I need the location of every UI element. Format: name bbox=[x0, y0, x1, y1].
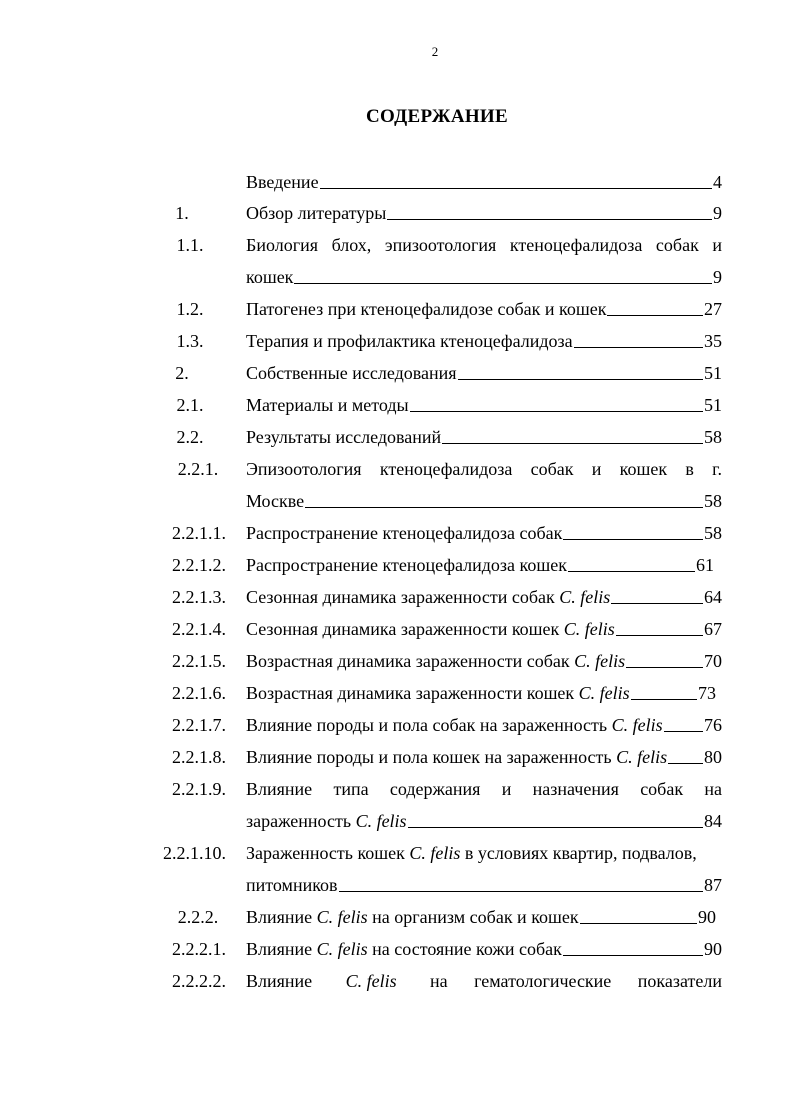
leader-line bbox=[563, 519, 703, 540]
toc-entry bbox=[0, 231, 798, 259]
leader-line bbox=[563, 935, 703, 956]
toc-entry-text-line1: Биология блох, эпизоотология ктеноцефалидоза собак и bbox=[246, 235, 722, 255]
toc-entry-number: 2.2.1. bbox=[177, 459, 219, 479]
leader-line bbox=[631, 679, 697, 700]
toc-entry bbox=[0, 839, 798, 867]
toc-entry-continuation bbox=[0, 871, 798, 899]
toc-entry-number: 2.2.2. bbox=[177, 907, 219, 927]
toc-entry-page: 4 bbox=[713, 172, 722, 192]
toc-entry bbox=[0, 647, 798, 675]
toc-entry bbox=[0, 743, 798, 771]
toc-entry-page: 9 bbox=[713, 203, 722, 223]
leader-line bbox=[616, 615, 703, 636]
toc-entry bbox=[0, 903, 798, 931]
toc-entry-page: 73 bbox=[698, 683, 716, 703]
toc-entry-text: Патогенез при ктеноцефалидозе собак и кошек bbox=[246, 299, 607, 319]
toc-entry-text: зараженность bbox=[246, 811, 352, 831]
toc-entry-number: 2.2.1.10. bbox=[163, 843, 226, 863]
leader-line bbox=[339, 871, 703, 892]
toc-entry-text-line1: Эпизоотология ктеноцефалидоза собак и кошек в г. bbox=[246, 459, 722, 479]
leader-line bbox=[568, 551, 695, 572]
species-name: C. felis bbox=[409, 843, 461, 863]
toc-entry bbox=[0, 935, 798, 963]
toc-entry-continuation bbox=[0, 807, 798, 835]
species-name: C. felis bbox=[355, 811, 407, 831]
species-name: C. felis bbox=[616, 747, 668, 767]
toc-entry-page: 70 bbox=[704, 651, 722, 671]
toc-entry-text: Обзор литературы bbox=[246, 203, 387, 223]
leader-line bbox=[626, 647, 703, 668]
toc-entry-page: 87 bbox=[704, 875, 722, 895]
toc-entry-text-line1a: Зараженность кошек bbox=[246, 843, 405, 863]
toc-entry-page: 27 bbox=[704, 299, 722, 319]
species-name: C. felis bbox=[559, 587, 611, 607]
leader-line bbox=[305, 487, 703, 508]
species-name: C. felis bbox=[578, 683, 630, 703]
species-name: C. felis bbox=[345, 971, 397, 991]
toc-entry bbox=[0, 679, 798, 707]
toc-entry-text: на организм собак и кошек bbox=[372, 907, 579, 927]
toc-entry bbox=[0, 551, 798, 579]
toc-entry-page: 80 bbox=[704, 747, 722, 767]
leader-line bbox=[410, 391, 703, 412]
toc-entry-text: Москве bbox=[246, 491, 305, 511]
toc-entry-page: 67 bbox=[704, 619, 722, 639]
toc-entry-number: 2.2.1.9. bbox=[172, 779, 226, 799]
toc-entry-text: Материалы и методы bbox=[246, 395, 409, 415]
toc-entry bbox=[0, 711, 798, 739]
toc-entry-number: 2.2.1.5. bbox=[172, 651, 226, 671]
toc-entry-text: Влияние породы и пола собак на зараженность bbox=[246, 715, 608, 735]
leader-line bbox=[607, 295, 703, 316]
toc-entry-number: 2.2.1.1. bbox=[172, 523, 226, 543]
species-name: C. felis bbox=[611, 715, 663, 735]
toc-entry-text: Результаты исследований bbox=[246, 427, 442, 447]
toc-entry-text: Сезонная динамика зараженности кошек bbox=[246, 619, 560, 639]
toc-entry-number: 2. bbox=[175, 363, 189, 383]
toc-entry bbox=[0, 391, 798, 419]
toc-entry-number: 1.3. bbox=[176, 331, 204, 351]
toc-entry-text-a: Влияние bbox=[246, 907, 313, 927]
toc-entry bbox=[0, 519, 798, 547]
toc-entry-text-a: Влияние bbox=[246, 939, 313, 959]
species-name: C. felis bbox=[574, 651, 626, 671]
toc-entry-text-a: Влияние bbox=[246, 971, 313, 991]
toc-entry-number: 2.2.1.3. bbox=[172, 587, 226, 607]
leader-line bbox=[442, 423, 703, 444]
species-name: C. felis bbox=[316, 907, 368, 927]
toc-entry-text: Сезонная динамика зараженности собак bbox=[246, 587, 555, 607]
toc-entry-page: 84 bbox=[704, 811, 722, 831]
toc-entry bbox=[0, 327, 798, 355]
toc-entry-number: 2.2.1.2. bbox=[172, 555, 226, 575]
toc-entry-page: 90 bbox=[698, 907, 716, 927]
leader-line bbox=[294, 263, 712, 284]
toc-entry-page: 76 bbox=[704, 715, 722, 735]
toc-entry-text: питомников bbox=[246, 875, 338, 895]
toc-entry-text: кошек bbox=[246, 267, 294, 287]
leader-line bbox=[387, 199, 712, 220]
toc-entry-text: Возрастная динамика зараженности кошек bbox=[246, 683, 575, 703]
species-name: C. felis bbox=[563, 619, 615, 639]
toc-entry bbox=[0, 583, 798, 611]
toc-entry bbox=[0, 455, 798, 483]
toc-entry-number: 2.2.1.6. bbox=[172, 683, 226, 703]
toc-entry-number: 2.2.1.7. bbox=[172, 715, 226, 735]
toc-entry bbox=[0, 359, 798, 387]
toc-entry-page: 64 bbox=[704, 587, 722, 607]
toc-entry-number: 2.2.1.4. bbox=[172, 619, 226, 639]
toc-entry bbox=[0, 423, 798, 451]
toc-entry-number: 2.2. bbox=[176, 427, 204, 447]
page-number: 2 bbox=[431, 44, 439, 59]
toc-entry-text-b: на гематологические показатели bbox=[430, 971, 722, 991]
species-name: C. felis bbox=[316, 939, 368, 959]
toc-entry-continuation bbox=[0, 263, 798, 291]
toc-entry-number: 2.2.1.8. bbox=[172, 747, 226, 767]
leader-line bbox=[458, 359, 703, 380]
toc-entry-page: 35 bbox=[704, 331, 722, 351]
toc-entry-text: Введение bbox=[246, 172, 319, 192]
leader-line bbox=[611, 583, 703, 604]
leader-line bbox=[408, 807, 703, 828]
leader-line bbox=[580, 903, 697, 924]
leader-line bbox=[320, 168, 712, 189]
leader-line bbox=[664, 711, 703, 732]
toc-entry-number: 2.1. bbox=[176, 395, 204, 415]
toc-entry-page: 9 bbox=[713, 267, 722, 287]
toc-entry-number: 1.1. bbox=[176, 235, 204, 255]
toc-entry-continuation bbox=[0, 487, 798, 515]
toc-entry-number: 1. bbox=[175, 203, 189, 223]
toc-entry-text: Собственные исследования bbox=[246, 363, 457, 383]
toc-entry-text: Распространение ктеноцефалидоза собак bbox=[246, 523, 563, 543]
toc-entry bbox=[0, 967, 798, 995]
toc-entry-page: 58 bbox=[704, 523, 722, 543]
toc-entry bbox=[0, 295, 798, 323]
toc-entry-text: Терапия и профилактика ктеноцефалидоза bbox=[246, 331, 573, 351]
toc-entry-text: Возрастная динамика зараженности собак bbox=[246, 651, 570, 671]
toc-entry bbox=[0, 775, 798, 803]
toc-entry-page: 61 bbox=[696, 555, 714, 575]
toc-entry bbox=[0, 168, 798, 196]
toc-entry-page: 90 bbox=[704, 939, 722, 959]
toc-entry-text: Распространение ктеноцефалидоза кошек bbox=[246, 555, 567, 575]
toc-entry-number: 2.2.2.1. bbox=[172, 939, 226, 959]
toc-entry-text-line1b: в условиях квартир, подвалов, bbox=[464, 843, 697, 863]
leader-line bbox=[668, 743, 703, 764]
toc-entry-text: на состояние кожи собак bbox=[372, 939, 562, 959]
toc-entry-page: 51 bbox=[704, 395, 722, 415]
toc-entry-number: 2.2.2.2. bbox=[172, 971, 226, 991]
leader-line bbox=[574, 327, 703, 348]
toc-entry bbox=[0, 615, 798, 643]
toc-entry-page: 58 bbox=[704, 491, 722, 511]
toc-entry-text-line1: Влияние типа содержания и назначения собак на bbox=[246, 779, 722, 799]
toc-entry-page: 51 bbox=[704, 363, 722, 383]
toc-entry bbox=[0, 199, 798, 227]
page-title: СОДЕРЖАНИЕ bbox=[366, 106, 508, 127]
toc-entry-page: 58 bbox=[704, 427, 722, 447]
toc-entry-text: Влияние породы и пола кошек на зараженность bbox=[246, 747, 612, 767]
toc-entry-number: 1.2. bbox=[176, 299, 204, 319]
